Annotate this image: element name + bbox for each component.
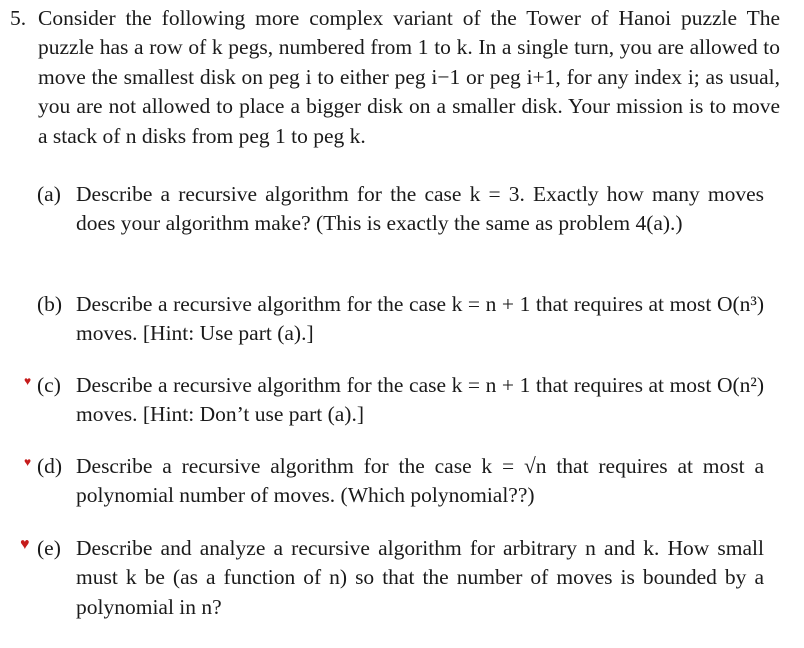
part-text: Describe a recursive algorithm for the case k = 3. Exactly how many moves does your algorithm make? (This is exactly the same as problem 4(a).): [76, 182, 764, 236]
problem-number: 5.: [10, 6, 27, 30]
part-d: [0, 452, 790, 511]
part-text: Describe a recursive algorithm for the case k = √n that requires at most a polynomial number of moves. (Which polynomial??): [76, 454, 764, 508]
part-label: (b): [37, 292, 63, 316]
part-text: Describe a recursive algorithm for the case k = n + 1 that requires at most O(n²) moves. [Hint: Don’t use part (a).]: [76, 373, 764, 427]
part-text: Describe a recursive algorithm for the case k = n + 1 that requires at most O(n³) moves. [Hint: Use part (a).]: [76, 292, 764, 346]
part-label: (d): [37, 454, 63, 478]
heart-icon: ♥: [24, 455, 32, 469]
part-text: Describe and analyze a recursive algorithm for arbitrary n and k. How small must k be (as a function of n) so that the number of moves is bounded by a polynomial in n?: [76, 536, 764, 619]
part-label: (e): [37, 536, 61, 560]
part-b: [0, 290, 790, 349]
part-label: (c): [37, 373, 61, 397]
part-e: [0, 534, 790, 622]
heart-icon: ♥: [24, 374, 32, 388]
part-c: [0, 371, 790, 430]
part-label: (a): [37, 182, 61, 206]
heart-icon: ♥: [20, 536, 30, 553]
part-a: [0, 180, 790, 239]
problem-statement: Consider the following more complex variant of the Tower of Hanoi puzzle The puzzle has a row of k pegs, numbered from 1 to k. In a single turn, you are allowed to move the smallest disk on peg i to either peg i−1 or peg i+1, for any index i; as usual, you are not allowed to place a bigger disk on a smaller disk. Your mission is to move a stack of n disks from peg 1 to peg k.: [38, 6, 780, 148]
problem-5: [10, 4, 780, 151]
